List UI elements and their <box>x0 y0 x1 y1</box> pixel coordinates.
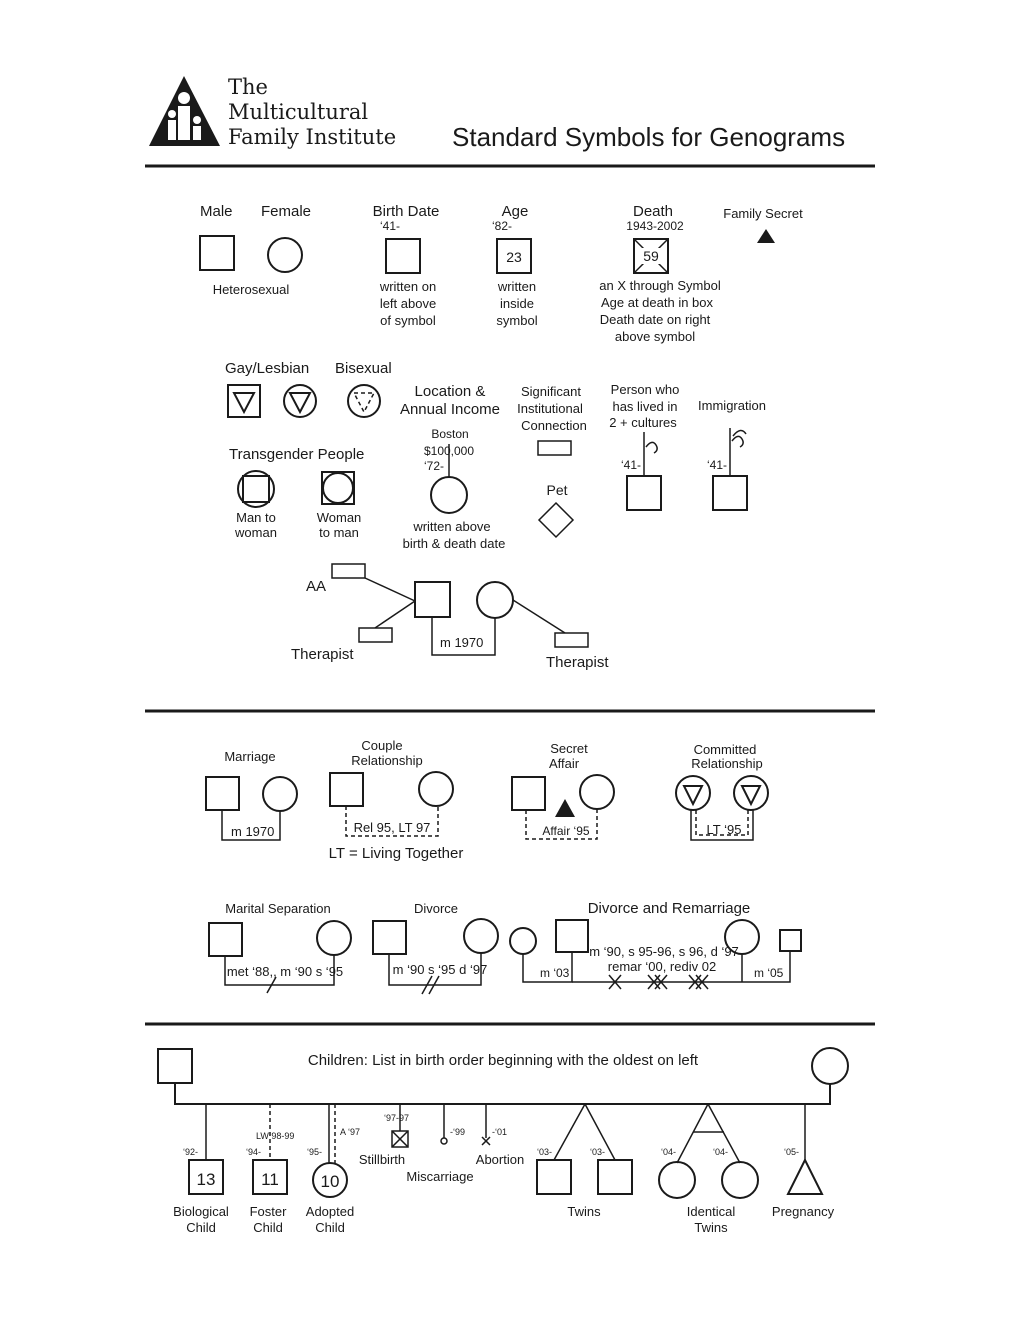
miscarriage-symbol <box>441 1138 447 1144</box>
children-father <box>158 1049 192 1083</box>
basic-symbols <box>200 203 803 344</box>
foster-label-1: Foster <box>249 1204 287 1219</box>
biological-age: 13 <box>196 1170 216 1189</box>
children-heading: Children: List in birth order beginning with the oldest on left <box>307 1052 699 1069</box>
twins-year-1: ‘03- <box>537 1147 553 1157</box>
age-label: Age <box>501 203 529 220</box>
couple-label-1: Couple <box>361 738 403 753</box>
woman-to-man-2: to man <box>319 525 359 540</box>
death-note-2: Age at death in box <box>600 295 714 310</box>
location-symbol <box>431 477 467 513</box>
identical-twin-1 <box>659 1162 695 1198</box>
marriage-date: m 1970 <box>231 824 275 839</box>
stillbirth-label: Stillbirth <box>358 1152 406 1167</box>
identical-label-2: Twins <box>694 1220 728 1235</box>
woman-to-man-1: Woman <box>316 510 362 525</box>
therapist-left-label: Therapist <box>291 646 354 663</box>
death-years: 1943-2002 <box>626 219 684 233</box>
pregnancy-label: Pregnancy <box>771 1204 835 1219</box>
lt-note: LT = Living Together <box>328 845 464 862</box>
multicultural-label-1: Person who <box>610 382 680 397</box>
birth-date-label: Birth Date <box>372 203 440 220</box>
biological-label-1: Biological <box>173 1204 229 1219</box>
foster-lived: LW 98-99 <box>256 1131 295 1141</box>
pet-label: Pet <box>546 482 568 498</box>
stillbirth-year: ‘97-97 <box>384 1113 410 1123</box>
right-marriage-date: m ‘05 <box>754 966 784 980</box>
location-title-1: Location & <box>414 383 486 400</box>
left-marriage-date: m ‘03 <box>540 966 570 980</box>
age-note-3: symbol <box>496 313 538 328</box>
logo-line-1: The <box>228 75 268 99</box>
institution-pet <box>517 384 587 537</box>
immigration-label: Immigration <box>698 398 766 413</box>
foster-label-2: Child <box>253 1220 283 1235</box>
connections-diagram <box>291 564 609 671</box>
death-note-4: above symbol <box>614 329 696 344</box>
affair-date: Affair ‘95 <box>542 824 590 838</box>
affair-label-1: Secret <box>550 741 588 756</box>
bisexual-label: Bisexual <box>335 360 392 377</box>
institution-label-2: Institutional <box>517 401 583 416</box>
location-income-value: $100,000 <box>423 444 475 458</box>
multicultural-label-2: has lived in <box>612 399 678 414</box>
foster-age: 11 <box>261 1170 279 1189</box>
couple-date: Rel 95, LT 97 <box>353 820 431 835</box>
marriage-label: Marriage <box>224 749 276 764</box>
death-age: 59 <box>643 248 659 264</box>
affair-man <box>512 777 545 810</box>
adopted-label-2: Child <box>315 1220 345 1235</box>
age-value: 23 <box>506 249 522 265</box>
aa-symbol <box>332 564 365 578</box>
separation-date: met ‘88,, m ‘90 s ‘95 <box>226 964 344 979</box>
death-note-1: an X through Symbol <box>599 278 721 293</box>
page-title: Standard Symbols for Genograms <box>452 122 846 152</box>
age-note-2: inside <box>500 296 534 311</box>
remarriage-label: Divorce and Remarriage <box>587 900 751 917</box>
logo-line-3: Family Institute <box>228 125 397 149</box>
logo-line-2: Multicultural <box>228 100 369 124</box>
therapist-right-symbol <box>555 633 588 647</box>
twins-label: Twins <box>567 1204 601 1219</box>
foster-year: ‘94- <box>246 1147 262 1157</box>
divorce-husband <box>373 921 406 954</box>
location-year: ‘72- <box>424 459 445 473</box>
location-note-2: birth & death date <box>402 536 506 551</box>
orientation-symbols <box>225 360 392 540</box>
children-section <box>158 1048 848 1235</box>
adopted-date: A ‘97 <box>340 1127 361 1137</box>
identical-year-1: ‘04- <box>661 1147 677 1157</box>
aa-label: AA <box>306 578 327 595</box>
marriage-husband <box>206 777 239 810</box>
male-symbol <box>200 236 234 270</box>
affair-label-2: Affair <box>548 756 580 771</box>
multicultural-year: ‘41- <box>621 458 642 472</box>
separation-label: Marital Separation <box>225 901 331 916</box>
divorce-label: Divorce <box>413 901 459 916</box>
abortion-label: Abortion <box>475 1152 525 1167</box>
mfi-logo <box>149 75 396 149</box>
twins-year-2: ‘03- <box>590 1147 606 1157</box>
therapist-left-symbol <box>359 628 392 642</box>
death-label: Death <box>632 203 674 220</box>
pet-symbol <box>539 503 573 537</box>
male-label: Male <box>200 203 233 220</box>
remarriage-date-1: m ‘90, s 95-96, s 96, d ‘97 <box>589 944 739 959</box>
immigration-symbol <box>713 476 747 510</box>
immigration-year: ‘41- <box>707 458 728 472</box>
twin-2 <box>598 1160 632 1194</box>
identical-label-1: Identical <box>686 1204 736 1219</box>
miscarriage-year: -‘99 <box>450 1127 466 1137</box>
sibling-line <box>175 1083 830 1104</box>
relationship-types <box>206 738 768 862</box>
institution-label-3: Connection <box>521 418 587 433</box>
birth-date-symbol <box>386 239 420 273</box>
gay-label: Gay/Lesbian <box>225 360 310 377</box>
multicultural-person <box>609 382 679 510</box>
remarriage-new-husband <box>780 930 801 951</box>
husband-symbol <box>415 582 450 617</box>
birth-date-year: ‘41- <box>380 219 401 233</box>
couple-label-2: Relationship <box>351 753 423 768</box>
death-note-3: Death date on right <box>599 312 711 327</box>
therapist-right-label: Therapist <box>546 654 609 671</box>
connection-marriage-date: m 1970 <box>440 635 484 650</box>
pregnancy-symbol <box>788 1160 822 1194</box>
children-mother <box>812 1048 848 1084</box>
affair-woman <box>580 775 614 809</box>
location-title-2: Annual Income <box>399 401 501 418</box>
man-to-woman-2: woman <box>235 525 277 540</box>
separation-divorce <box>209 900 801 994</box>
identical-twin-2 <box>722 1162 758 1198</box>
biological-year: ‘92- <box>183 1147 199 1157</box>
biological-label-2: Child <box>186 1220 216 1235</box>
committed-label-2: Relationship <box>691 756 763 771</box>
remarriage-husband <box>556 920 588 952</box>
remarriage-date-2: remar ‘00, rediv 02 <box>607 959 717 974</box>
affair-secret-symbol <box>555 799 575 817</box>
committed-label-1: Committed <box>693 742 757 757</box>
birth-note-2: left above <box>379 296 437 311</box>
female-label: Female <box>261 203 312 220</box>
family-secret-symbol <box>757 229 775 243</box>
immigration-person <box>698 398 766 510</box>
divorce-wife <box>464 919 498 953</box>
separation-husband <box>209 923 242 956</box>
adopted-label-1: Adopted <box>305 1204 355 1219</box>
wife-symbol <box>477 582 513 618</box>
pregnancy-year: ‘05- <box>784 1147 800 1157</box>
multicultural-label-3: 2 + cultures <box>609 415 677 430</box>
miscarriage-label: Miscarriage <box>406 1169 474 1184</box>
location-note-1: written above <box>413 519 491 534</box>
heterosexual-label: Heterosexual <box>212 282 290 297</box>
remarriage-ex-wife <box>510 928 536 954</box>
man-to-woman-1: Man to <box>236 510 276 525</box>
multicultural-symbol <box>627 476 661 510</box>
committed-date: LT ‘95 <box>706 822 742 837</box>
location-city: Boston <box>431 427 469 441</box>
age-year: ‘82- <box>492 219 513 233</box>
institution-label-1: Significant <box>521 384 581 399</box>
bisexual-symbol <box>348 385 380 417</box>
location-income <box>400 383 505 551</box>
divorce-date: m ‘90 s ‘95 d ‘97 <box>392 962 488 977</box>
identical-year-2: ‘04- <box>713 1147 729 1157</box>
couple-woman <box>419 772 453 806</box>
transgender-label: Transgender People <box>229 446 365 463</box>
family-secret-label: Family Secret <box>723 206 803 221</box>
abortion-year: -‘01 <box>492 1127 508 1137</box>
birth-note-3: of symbol <box>380 313 436 328</box>
age-note-1: written <box>497 279 537 294</box>
couple-man <box>330 773 363 806</box>
separation-wife <box>317 921 351 955</box>
institution-symbol <box>538 441 571 455</box>
adopted-age: 10 <box>320 1172 340 1191</box>
marriage-wife <box>263 777 297 811</box>
adopted-year: ‘95- <box>307 1147 323 1157</box>
female-symbol <box>268 238 302 272</box>
twin-1 <box>537 1160 571 1194</box>
birth-note-1: written on <box>379 279 437 294</box>
